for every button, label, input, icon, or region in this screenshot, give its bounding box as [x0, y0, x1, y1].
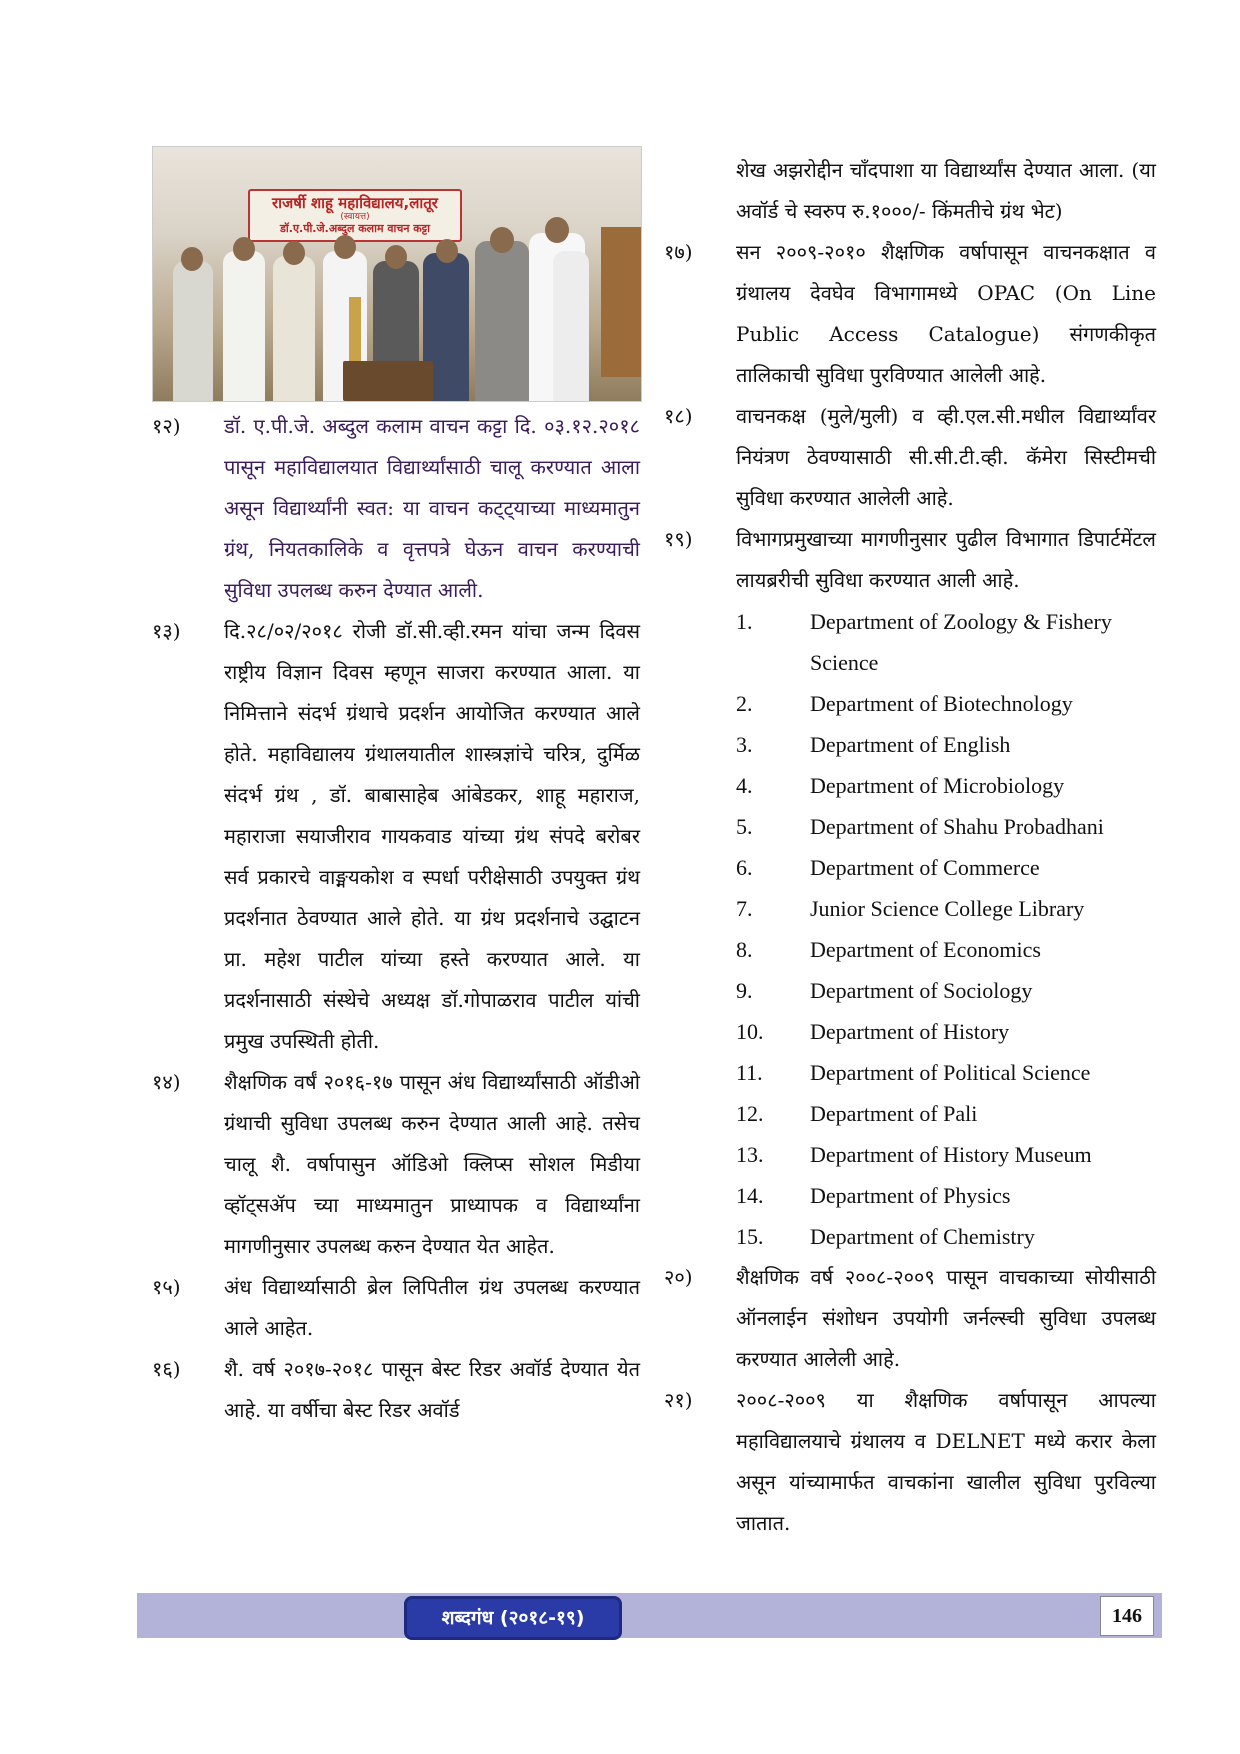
department-number: 4.	[736, 773, 753, 798]
person-figure	[223, 251, 265, 401]
item-number: १८)	[664, 404, 693, 428]
department-number: 6.	[736, 855, 753, 880]
person-figure	[173, 261, 213, 401]
department-name: Department of Political Science	[810, 1060, 1091, 1085]
person-head	[385, 245, 407, 269]
department-item	[664, 847, 1156, 888]
list-item	[152, 1062, 640, 1267]
item-number: २१)	[664, 1388, 693, 1412]
item-text: शैक्षणिक वर्षं २०१६-१७ पासून अंध विद्यार्थ्यांसाठी ऑडीओ ग्रंथाची सुविधा उपलब्ध करुन देण्यात आली आहे. तसेच चालू शै. वर्षापासुन ऑडिओ क्लिप्स सोशल मिडीया व्हॉट्सॲप च्या माध्यमातुन प्राध्यापक व विद्यार्थ्यांना मागणीनुसार उपलब्ध करुन देण्यात येत आहेत.	[224, 1070, 640, 1258]
item-number: १३)	[152, 619, 181, 643]
department-number: 1.	[736, 609, 753, 634]
list-item	[664, 232, 1156, 396]
department-number: 10.	[736, 1019, 764, 1044]
table	[343, 361, 433, 401]
department-item	[664, 1093, 1156, 1134]
department-item	[664, 1052, 1156, 1093]
banner-caption: डॉ.ए.पी.जे.अब्दुल कलाम वाचन कट्टा	[280, 222, 430, 235]
department-number: 2.	[736, 691, 753, 716]
department-number: 7.	[736, 896, 753, 921]
right-column	[664, 150, 1156, 1544]
item-number: १६)	[152, 1357, 181, 1381]
banner-subtitle: (स्वायत्त)	[340, 212, 370, 222]
footer-bar	[137, 1593, 1162, 1638]
item-text: वाचनकक्ष (मुले/मुली) व व्ही.एल.सी.मधील विद्यार्थ्यांवर नियंत्रण ठेवण्यासाठी सी.सी.टी.व्ही. कॅमेरा सिस्टीमची सुविधा करण्यात आलेली आहे.	[736, 404, 1156, 510]
department-item	[664, 929, 1156, 970]
item-text: शैक्षणिक वर्ष २००८-२००९ पासून वाचकाच्या सोयीसाठी ऑनलाईन संशोधन उपयोगी जर्नल्स्ची सुविधा उपलब्ध करण्यात आलेली आहे.	[736, 1265, 1156, 1371]
department-item	[664, 806, 1156, 847]
item-number: १५)	[152, 1275, 181, 1299]
list-item	[152, 611, 640, 1062]
department-name: Department of Biotechnology	[810, 691, 1073, 716]
department-item	[664, 724, 1156, 765]
department-name: Department of History	[810, 1019, 1010, 1044]
department-name: Department of Microbiology	[810, 773, 1065, 798]
department-number: 12.	[736, 1101, 764, 1126]
banner-title: राजर्षी शाहू महाविद्यालय,लातूर	[272, 194, 438, 212]
list-item	[664, 396, 1156, 519]
footer-title: शब्दगंध (२०१८-१९)	[404, 1596, 622, 1640]
item-number: १७)	[664, 240, 693, 264]
item-text: डॉ. ए.पी.जे. अब्दुल कलाम वाचन कट्टा दि. ०३.१२.२०१८ पासून महाविद्यालयात विद्यार्थ्यांसाठी चालू करण्यात आला असून विद्यार्थ्यांनी स्वत: या वाचन कट्ट्याच्या माध्यमातुन ग्रंथ, नियतकालिके व वृत्तपत्रे घेऊन वाचन करण्याची सुविधा उपलब्ध करुन देण्यात आली.	[224, 414, 640, 602]
department-item	[664, 1134, 1156, 1175]
department-name: Department of Physics	[810, 1183, 1011, 1208]
department-number: 8.	[736, 937, 753, 962]
department-name: Department of History Museum	[810, 1142, 1092, 1167]
list-item	[152, 1349, 640, 1431]
department-name: Department of English	[810, 732, 1011, 757]
department-name: Department of Chemistry	[810, 1224, 1035, 1249]
department-item	[664, 1175, 1156, 1216]
department-number: 11.	[736, 1060, 763, 1085]
person-head	[181, 247, 203, 271]
item-text: शै. वर्ष २०१७-२०१८ पासून बेस्ट रिडर अवॉर्ड देण्यात येत आहे. या वर्षीचा बेस्ट रिडर अवॉर्ड	[224, 1357, 640, 1422]
person-figure	[475, 241, 529, 401]
list-item	[664, 519, 1156, 601]
lamp	[349, 297, 361, 361]
department-name: Department of Sociology	[810, 978, 1033, 1003]
item-number: २०)	[664, 1265, 693, 1289]
item-number: १४)	[152, 1070, 181, 1094]
department-number: 9.	[736, 978, 753, 1003]
item-number: १२)	[152, 414, 181, 438]
person-head	[334, 235, 356, 259]
department-number: 5.	[736, 814, 753, 839]
person-figure	[553, 251, 589, 401]
department-name: Department of Zoology & Fishery	[810, 609, 1112, 634]
continued-text: शेख अझरोद्दीन चाँदपाशा या विद्यार्थ्यांस देण्यात आला. (या अवॉर्ड चे स्वरुप रु.१०००/- किंमतीचे ग्रंथ भेट)	[736, 158, 1156, 223]
list-item	[664, 1257, 1156, 1380]
item-text: विभागप्रमुखाच्या मागणीनुसार पुढील विभागात डिपार्टमेंटल लायब्ररीची सुविधा करण्यात आली आहे.	[736, 527, 1156, 592]
department-name: Department of Economics	[810, 937, 1041, 962]
person-figure	[273, 256, 315, 401]
department-name: Department of Pali	[810, 1101, 978, 1126]
department-number: 13.	[736, 1142, 764, 1167]
wooden-rack	[601, 227, 641, 377]
list-item	[152, 406, 640, 611]
department-name: Department of Commerce	[810, 855, 1040, 880]
photo-banner	[248, 189, 462, 242]
department-item	[664, 1011, 1156, 1052]
left-list	[152, 406, 640, 1431]
department-list	[664, 601, 1156, 1257]
person-head	[436, 239, 458, 263]
department-item-continuation	[664, 642, 1156, 683]
item-text: दि.२८/०२/२०१८ रोजी डॉ.सी.व्ही.रमन यांचा जन्म दिवस राष्ट्रीय विज्ञान दिवस म्हणून साजरा करण्यात आला. या निमित्ताने संदर्भ ग्रंथाचे प्रदर्शन आयोजित करण्यात आले होते. महाविद्यालय ग्रंथालयातील शास्त्रज्ञांचे चरित्र, दुर्मिळ संदर्भ ग्रंथ , डॉ. बाबासाहेब आंबेडकर, शाहू महाराज, महाराजा सयाजीराव गायकवाड यांच्या ग्रंथ संपदे बरोबर सर्व प्रकारचे वाङ्मयकोश व स्पर्धा परीक्षेसाठी उपयुक्त ग्रंथ प्रदर्शनात ठेवण्यात आले होते. या ग्रंथ प्रदर्शनाचे उद्घाटन प्रा. महेश पाटील यांच्या हस्ते करण्यात आले. या प्रदर्शनासाठी संस्थेचे अध्यक्ष डॉ.गोपाळराव पाटील यांची प्रमुख उपस्थिती होती.	[224, 619, 640, 1053]
person-head	[490, 227, 514, 253]
page-number: 146	[1100, 1596, 1154, 1636]
department-number: 15.	[736, 1224, 764, 1249]
list-item	[664, 1380, 1156, 1544]
left-column	[152, 146, 640, 1431]
item-number: १९)	[664, 527, 693, 551]
department-name: Department of Shahu Probadhani	[810, 814, 1104, 839]
department-item	[664, 765, 1156, 806]
department-item	[664, 601, 1156, 642]
department-item	[664, 1216, 1156, 1257]
list-item	[152, 1267, 640, 1349]
person-head	[545, 217, 569, 243]
department-item	[664, 888, 1156, 929]
item-text: सन २००९-२०१० शैक्षणिक वर्षापासून वाचनकक्षात व ग्रंथालय देवघेव विभागामध्ये OPAC (On Line Public Access Catalogue) संगणकीकृत तालिकाची सुविधा पुरविण्यात आलेली आहे.	[736, 240, 1156, 387]
person-head	[283, 241, 305, 265]
event-photo	[152, 146, 642, 402]
department-name-continuation: Science	[810, 650, 879, 675]
person-head	[233, 237, 255, 261]
department-name: Junior Science College Library	[810, 896, 1085, 921]
department-number: 3.	[736, 732, 753, 757]
item-text: अंध विद्यार्थ्यासाठी ब्रेल लिपितील ग्रंथ उपलब्ध करण्यात आले आहेत.	[224, 1275, 640, 1340]
department-number: 14.	[736, 1183, 764, 1208]
department-item	[664, 970, 1156, 1011]
item-text: २००८-२००९ या शैक्षणिक वर्षापासून आपल्या महाविद्यालयाचे ग्रंथालय व DELNET मध्ये करार केला असून यांच्यामार्फत वाचकांना खालील सुविधा पुरविल्या जातात.	[736, 1388, 1156, 1535]
department-item	[664, 683, 1156, 724]
